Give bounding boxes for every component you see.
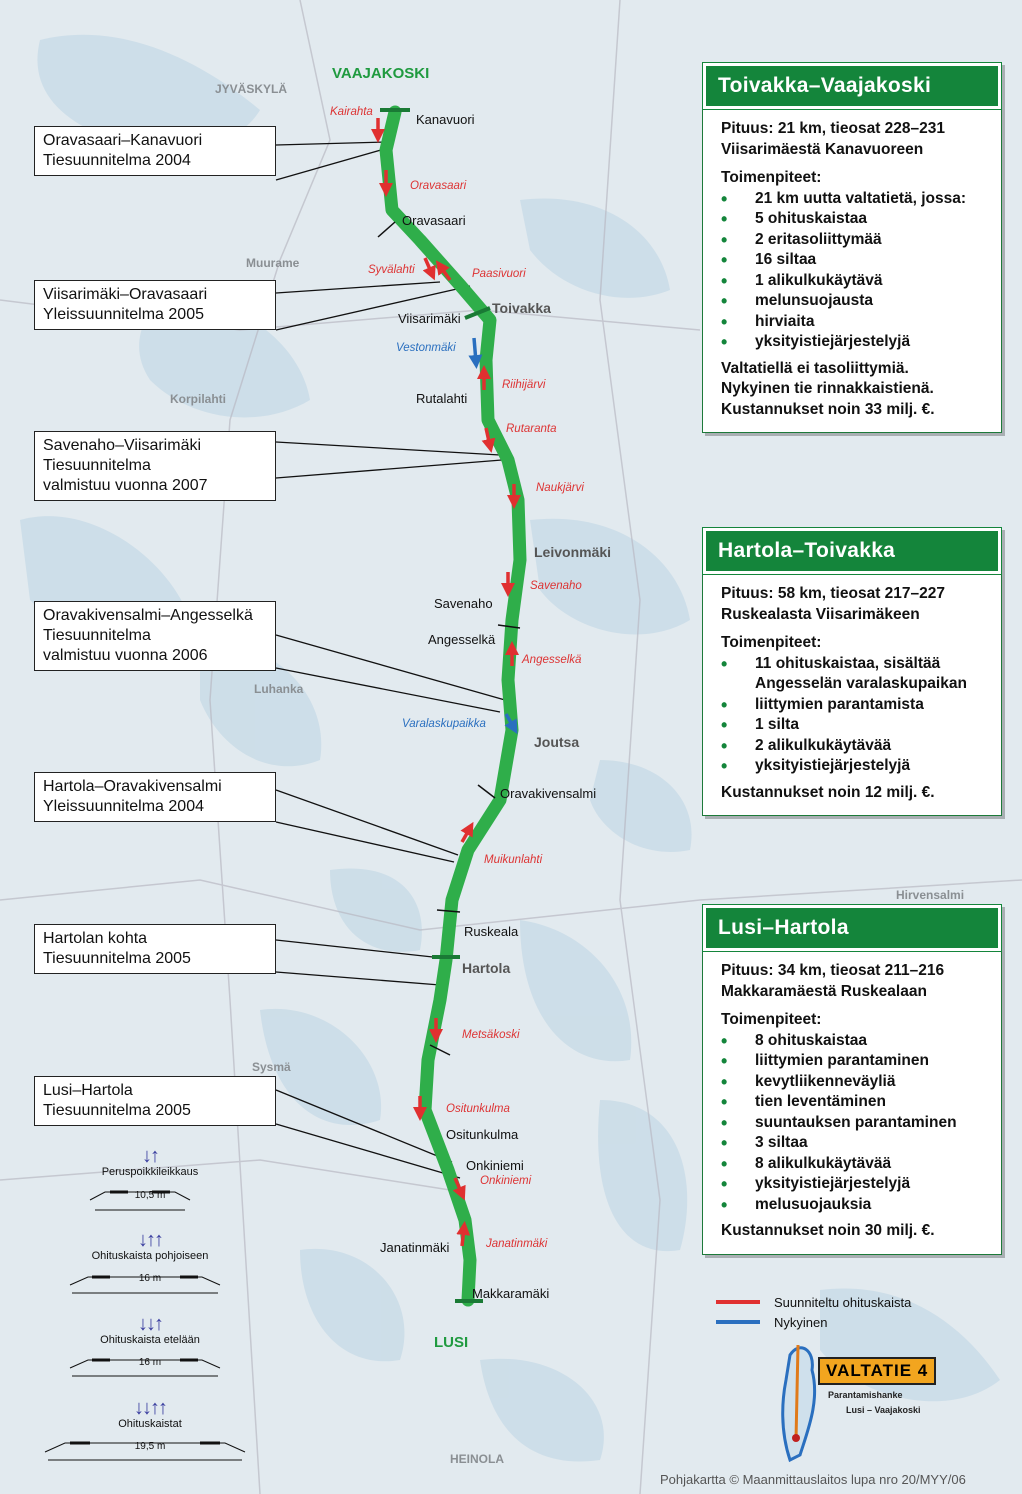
panel-hartola-toivakka [702, 527, 1002, 816]
callout-status: valmistuu vuonna 2006 [43, 647, 208, 664]
town-hartola-label: Hartola [462, 960, 511, 976]
callout-plan: Tiesuunnitelma 2005 [43, 1102, 191, 1119]
callout-title: Hartola–Oravakivensalmi [43, 778, 222, 795]
cross-section-label: Ohituskaista etelään [100, 1334, 200, 1346]
callout-hartolan-kohta [34, 924, 276, 974]
callout-title: Viisarimäki–Oravasaari [43, 286, 208, 303]
place-oravakivensalmi: Oravakivensalmi [500, 786, 597, 801]
map-credit: Pohjakartta © Maanmittauslaitos lupa nro 20/MYY/06 [660, 1472, 966, 1487]
panel-cost: Kustannukset noin 33 milj. €. [721, 400, 935, 418]
legend-planned-label: Suunniteltu ohituskaista [774, 1294, 912, 1310]
cross-section-label: Ohituskaistat [118, 1418, 182, 1430]
place-makkaramaki: Makkaramäki [472, 1286, 550, 1301]
lane-direction-arrows-icon: ↓↓↑↑ [134, 1397, 166, 1419]
place-ositunkulma: Ositunkulma [446, 1127, 519, 1142]
town-vaajakoski-label: VAAJAKOSKI [332, 65, 430, 82]
cross-section-width: 19,5 m [134, 1441, 166, 1452]
measure-item: • kevytliikenneväyliä [721, 1072, 983, 1093]
measure-item: • melusuojauksia [721, 1195, 983, 1216]
measure-item: • tien leventäminen [721, 1092, 983, 1113]
town-heinola-label: HEINOLA [450, 1452, 504, 1466]
lane-label-syvalahti: Syvälahti [368, 264, 415, 276]
place-janatinmaki: Janatinmäki [380, 1240, 450, 1255]
lane-label-angesselka: Angesselkä [522, 654, 582, 666]
town-sysma-label: Sysmä [252, 1060, 291, 1074]
panel-range: Makkaramäestä Ruskealaan [721, 982, 927, 1000]
measure-item: • 8 ohituskaistaa [721, 1031, 983, 1052]
lane-label-naukjarvi: Naukjärvi [536, 482, 584, 494]
callout-lusi-hartola [34, 1076, 276, 1126]
cross-section-basic [60, 1146, 240, 1201]
panel-note: Valtatiellä ei tasoliittymiä. [721, 359, 909, 377]
place-rutalahti: Rutalahti [416, 391, 468, 406]
lane-label-rutaranta: Rutaranta [506, 423, 557, 435]
lane-label-janatinmaki: Janatinmäki [486, 1238, 548, 1250]
panel-length: Pituus: 34 km, tieosat 211–216 [721, 962, 945, 979]
panel-toivakka-vaajakoski [702, 62, 1002, 433]
cross-section-south [60, 1314, 240, 1368]
measure-item: • 2 alikulkukäytävää [721, 736, 983, 757]
town-luhanka-label: Luhanka [254, 682, 304, 696]
cross-section-label: Peruspoikkileikkaus [101, 1166, 199, 1178]
measure-item: • yksityistiejärjestelyjä [721, 332, 983, 353]
lane-label-onkiniemi: Onkiniemi [480, 1175, 532, 1187]
callout-title: Oravakivensalmi–Angesselkä [43, 607, 253, 624]
town-hirvensalmi-label: Hirvensalmi [896, 888, 965, 902]
place-oravasaari: Oravasaari [402, 213, 466, 228]
cross-section-north [60, 1230, 240, 1284]
town-leivonmaki-label: Leivonmäki [534, 544, 612, 560]
callout-plan: Tiesuunnitelma 2004 [43, 152, 191, 169]
panel-measures-list [721, 1031, 983, 1216]
callout-title: Hartolan kohta [43, 930, 148, 947]
callout-oravakivensalmi-angesselka [34, 601, 276, 671]
measure-item: • 11 ohituskaistaa, sisältää Angesselän varalaskupaikan [721, 654, 983, 695]
callout-title: Lusi–Hartola [43, 1082, 133, 1099]
callout-hartola-oravakivensalmi [34, 772, 276, 822]
measure-item: • liittymien parantaminen [721, 1051, 983, 1072]
panel-title: Hartola–Toivakka [703, 528, 1001, 574]
cross-section-both [60, 1398, 240, 1452]
panel-cost: Kustannukset noin 12 milj. €. [721, 783, 935, 801]
panel-range: Viisarimäestä Kanavuoreen [721, 140, 924, 158]
map-legend [716, 1292, 911, 1332]
measure-item: • 1 alikulkukäytävä [721, 271, 983, 292]
valtatie-logo-subtitle: Parantamishanke [828, 1390, 903, 1400]
valtatie-logo-subtitle-2: Lusi – Vaajakoski [846, 1405, 921, 1415]
lane-direction-arrows-icon: ↓↑ [142, 1145, 158, 1167]
lane-label-paasivuori: Paasivuori [472, 268, 526, 280]
cross-section-width: 10,5 m [134, 1190, 166, 1201]
lane-direction-arrows-icon: ↓↓↑ [138, 1313, 162, 1335]
panel-measures-list [721, 189, 983, 353]
panel-note: Nykyinen tie rinnakkaistienä. [721, 380, 934, 397]
town-toivakka-label: Toivakka [492, 300, 551, 316]
cross-section-width: 16 m [138, 1273, 162, 1284]
existing-lane-swatch [716, 1320, 760, 1324]
measure-item: • 16 siltaa [721, 250, 983, 271]
panel-measures-label: Toimenpiteet: [721, 169, 822, 186]
callout-status: valmistuu vuonna 2007 [43, 477, 208, 494]
lane-label-vestonmaki: Vestonmäki [396, 342, 456, 354]
measure-item: • 21 km uutta valtatietä, jossa: [721, 189, 983, 210]
town-joutsa-label: Joutsa [534, 734, 580, 750]
panel-measures-label: Toimenpiteet: [721, 634, 822, 651]
measure-item: • 1 silta [721, 715, 983, 736]
panel-length: Pituus: 21 km, tieosat 228–231 [721, 120, 946, 137]
lane-label-ositunkulma: Ositunkulma [446, 1103, 510, 1115]
measure-item: • yksityistiejärjestelyjä [721, 756, 983, 777]
measure-item: • 8 alikulkukäytävää [721, 1154, 983, 1175]
legend-existing-label: Nykyinen [774, 1314, 828, 1330]
place-viisarimaki: Viisarimäki [398, 311, 461, 326]
panel-measures-label: Toimenpiteet: [721, 1011, 822, 1028]
lane-label-kairahta: Kairahta [330, 106, 373, 118]
town-jyvaskyla-label: JYVÄSKYLÄ [215, 82, 288, 96]
town-lusi-label: LUSI [434, 1334, 469, 1351]
callout-savenaho-viisarimaki [34, 431, 276, 501]
measure-item: • melunsuojausta [721, 291, 983, 312]
measure-item: • liittymien parantamista [721, 695, 983, 716]
panel-range: Ruskealasta Viisarimäkeen [721, 605, 920, 623]
town-korpilahti-label: Korpilahti [170, 392, 226, 406]
callout-viisarimaki-oravasaari [34, 280, 276, 330]
place-ruskeala: Ruskeala [464, 924, 519, 939]
place-onkiniemi: Onkiniemi [466, 1158, 524, 1173]
measure-item: • 3 siltaa [721, 1133, 983, 1154]
place-angesselka: Angesselkä [428, 632, 496, 647]
place-savenaho: Savenaho [434, 596, 493, 611]
callout-plan: Yleissuunnitelma 2004 [43, 798, 204, 815]
panel-title: Toivakka–Vaajakoski [703, 63, 1001, 109]
callout-oravasaari-kanavuori [34, 126, 276, 176]
lane-label-oravasaari: Oravasaari [410, 180, 467, 192]
callout-title: Savenaho–Viisarimäki [43, 437, 202, 454]
lane-label-savenaho: Savenaho [530, 580, 582, 592]
measure-item: • 2 eritasoliittymää [721, 230, 983, 251]
callout-title: Oravasaari–Kanavuori [43, 132, 203, 149]
cross-section-label: Ohituskaista pohjoiseen [91, 1250, 209, 1262]
place-kanavuori: Kanavuori [416, 112, 475, 127]
measure-item: • hirviaita [721, 312, 983, 333]
callout-plan: Tiesuunnitelma [43, 457, 151, 474]
measure-item: • 5 ohituskaistaa [721, 209, 983, 230]
callout-plan: Yleissuunnitelma 2005 [43, 306, 204, 323]
panel-lusi-hartola [702, 904, 1002, 1255]
panel-length: Pituus: 58 km, tieosat 217–227 [721, 585, 946, 602]
callout-plan: Tiesuunnitelma [43, 627, 151, 644]
planned-lane-swatch [716, 1300, 760, 1304]
panel-measures-list [721, 654, 983, 777]
lane-label-muikunlahti: Muikunlahti [484, 854, 543, 866]
lane-label-metsakoski: Metsäkoski [462, 1029, 520, 1041]
lane-label-varalaskupaikka: Varalaskupaikka [402, 718, 486, 730]
valtatie-logo-title: VALTATIE 4 [818, 1357, 936, 1385]
lane-direction-arrows-icon: ↓↑↑ [138, 1229, 162, 1251]
town-muurame-label: Muurame [246, 256, 300, 270]
measure-item: • suuntauksen parantaminen [721, 1113, 983, 1134]
measure-item: • yksityistiejärjestelyjä [721, 1174, 983, 1195]
callout-plan: Tiesuunnitelma 2005 [43, 950, 191, 967]
panel-title: Lusi–Hartola [703, 905, 1001, 951]
panel-cost: Kustannukset noin 30 milj. €. [721, 1222, 935, 1239]
cross-section-width: 16 m [138, 1357, 162, 1368]
lane-label-riihijarvi: Riihijärvi [502, 379, 546, 391]
